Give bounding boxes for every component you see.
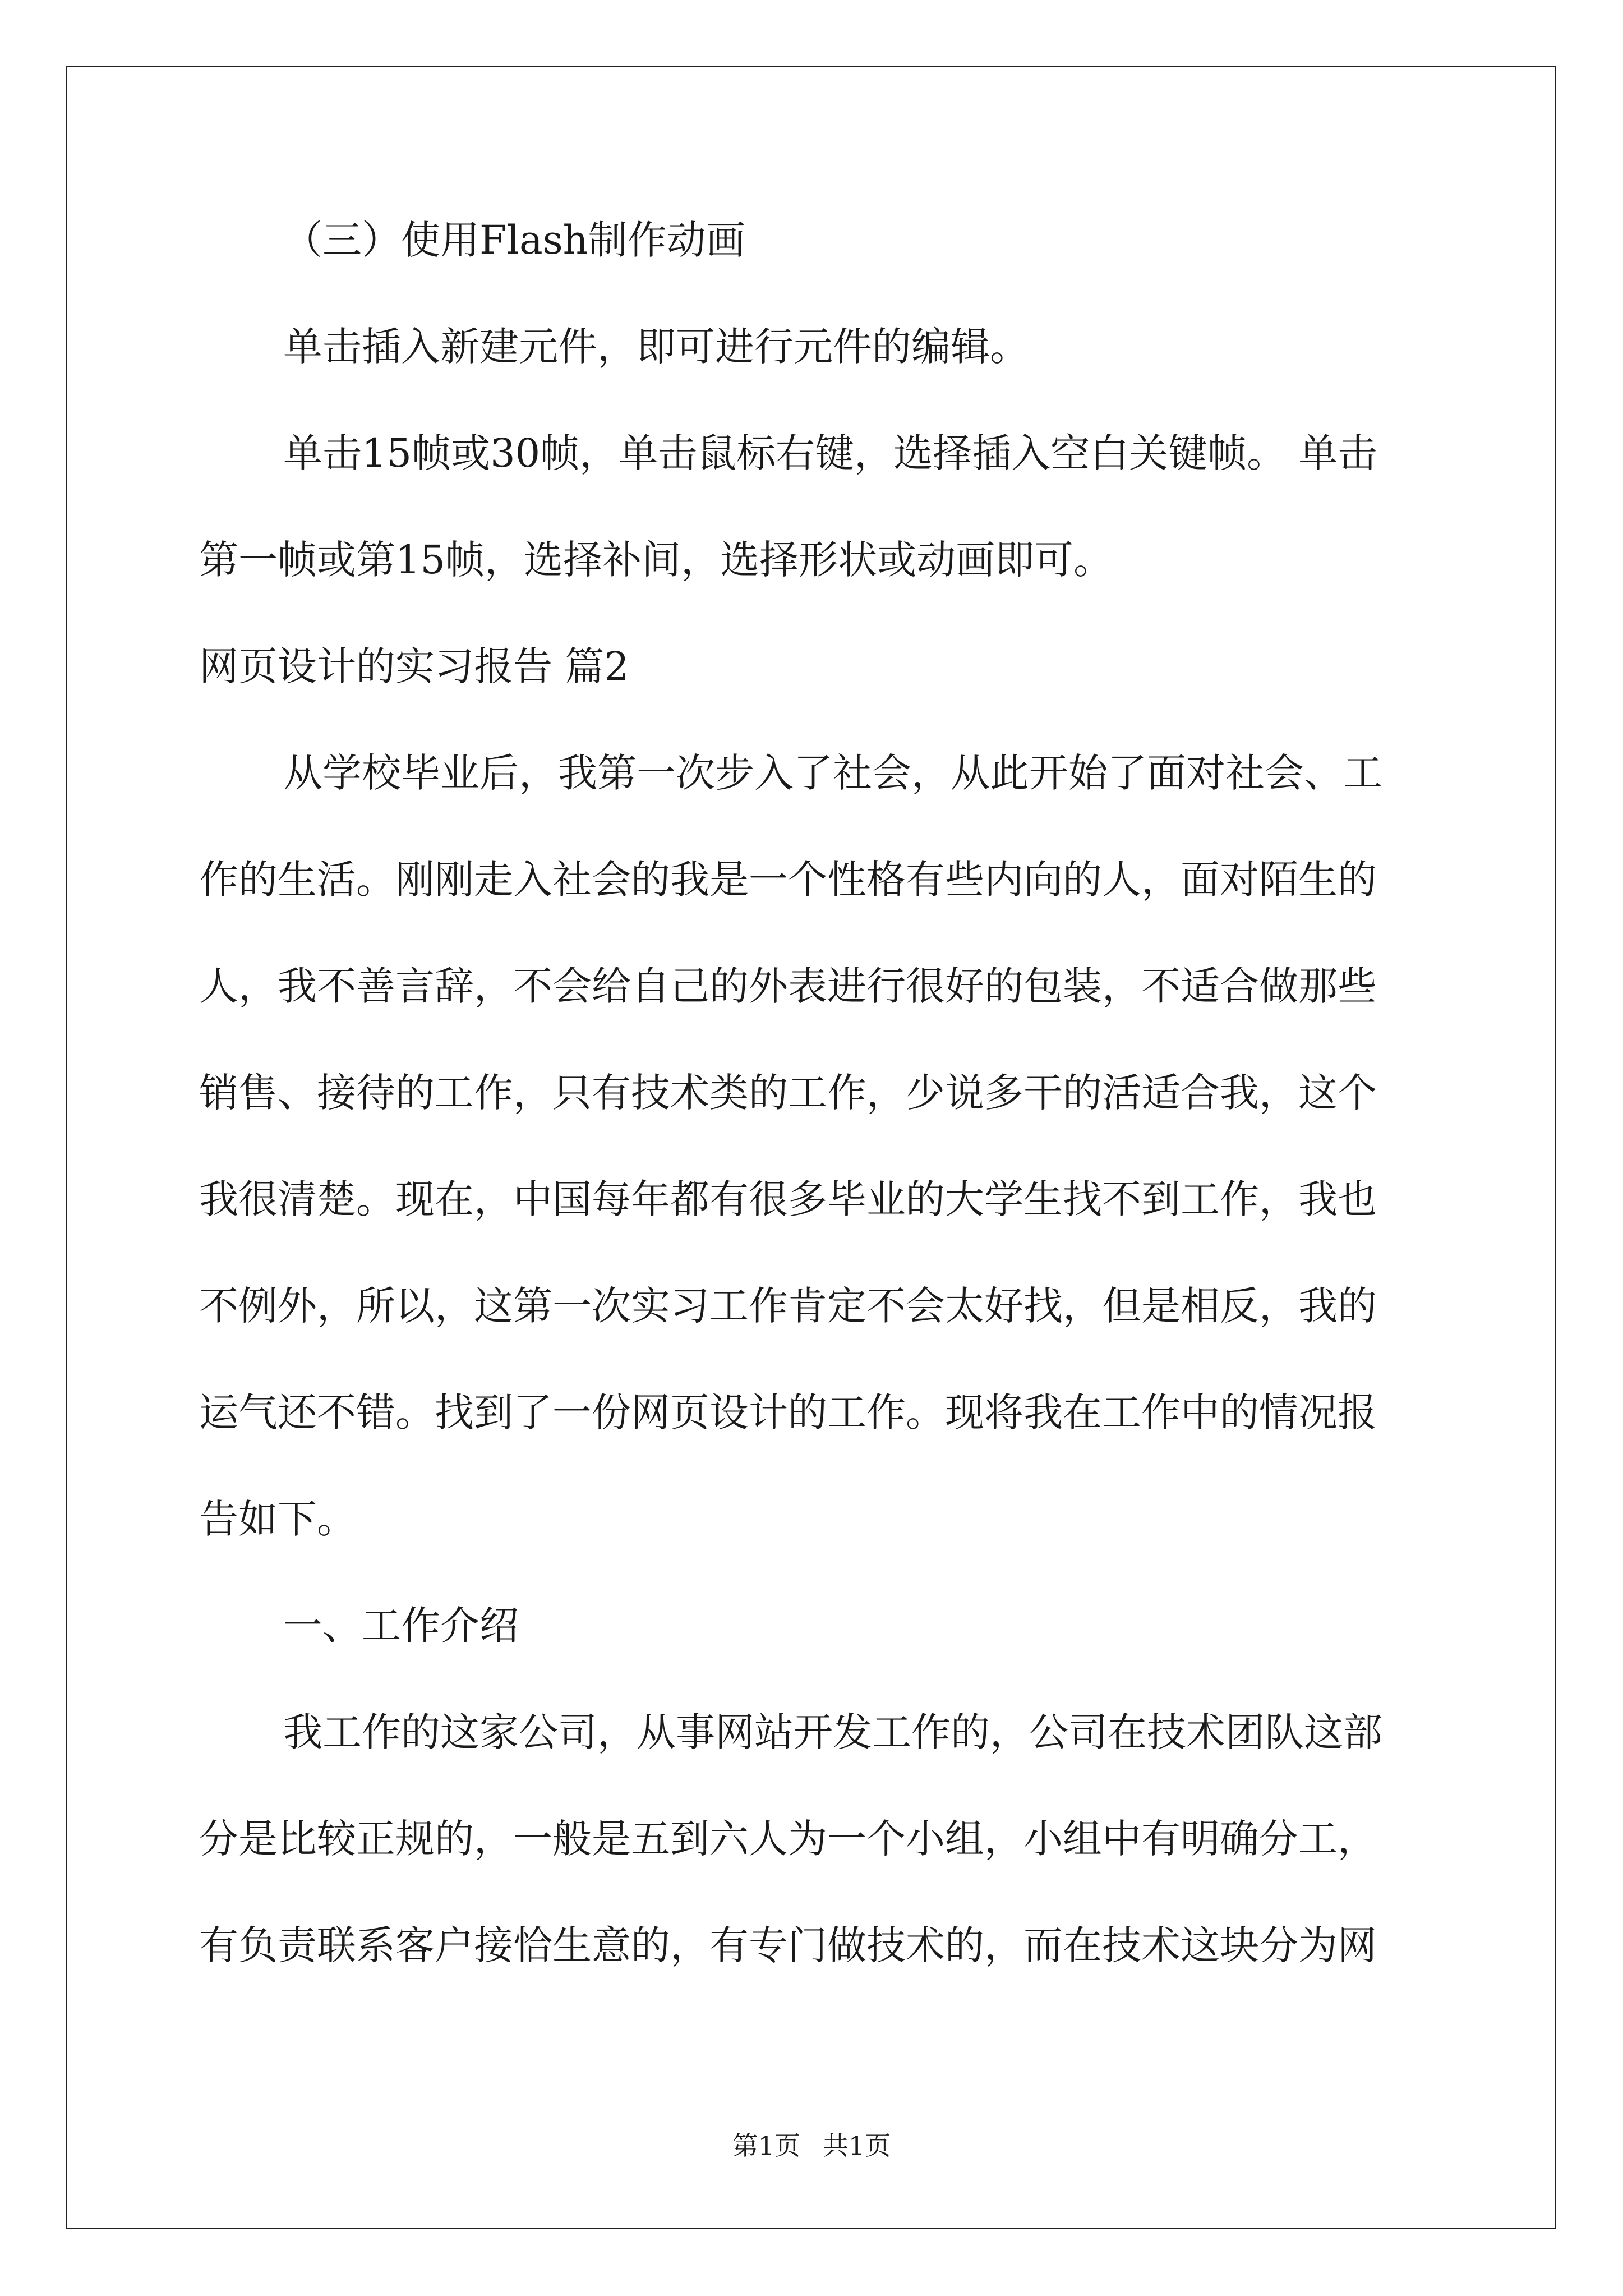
paragraph-line: 告如下。 [199,1496,356,1542]
paragraph-line: 单击15帧或30帧，单击鼠标右键，选择插入空白关键帧。 单击 [283,430,1377,476]
paragraph-line: 第一帧或第15帧，选择补间，选择形状或动画即可。 [199,537,1113,583]
section-heading: （三）使用Flash制作动画 [283,217,745,263]
paragraph-line: 从学校毕业后，我第一次步入了社会，从此开始了面对社会、工 [283,750,1382,796]
paragraph-line: 分是比较正规的，一般是五到六人为一个小组，小组中有明确分工， [199,1816,1377,1862]
paragraph-line: 不例外，所以，这第一次实习工作肯定不会太好找，但是相反，我的 [199,1283,1377,1329]
page-footer [0,2129,1623,2162]
page-number: 第1页 [732,2131,800,2161]
page-count: 共1页 [823,2131,891,2161]
paragraph-line: 销售、接待的工作，只有技术类的工作，少说多干的活适合我，这个 [199,1070,1377,1116]
paragraph-line: 我工作的这家公司，从事网站开发工作的，公司在技术团队这部 [283,1709,1382,1755]
paragraph-line: 人，我不善言辞，不会给自己的外表进行很好的包装，不适合做那些 [199,963,1377,1009]
paragraph-line: 运气还不错。找到了一份网页设计的工作。现将我在工作中的情况报 [199,1389,1377,1435]
paragraph-line: 单击插入新建元件，即可进行元件的编辑。 [283,324,1029,370]
paragraph-line: 我很清楚。现在，中国每年都有很多毕业的大学生找不到工作，我也 [199,1176,1377,1222]
report-title: 网页设计的实习报告 篇2 [199,643,629,689]
paragraph-line: 有负责联系客户接恰生意的，有专门做技术的，而在技术这块分为网 [199,1922,1377,1968]
paragraph-line: 作的生活。刚刚走入社会的我是一个性格有些内向的人，面对陌生的 [199,857,1377,903]
document-body [199,213,1427,1972]
section-heading: 一、工作介绍 [283,1603,519,1649]
